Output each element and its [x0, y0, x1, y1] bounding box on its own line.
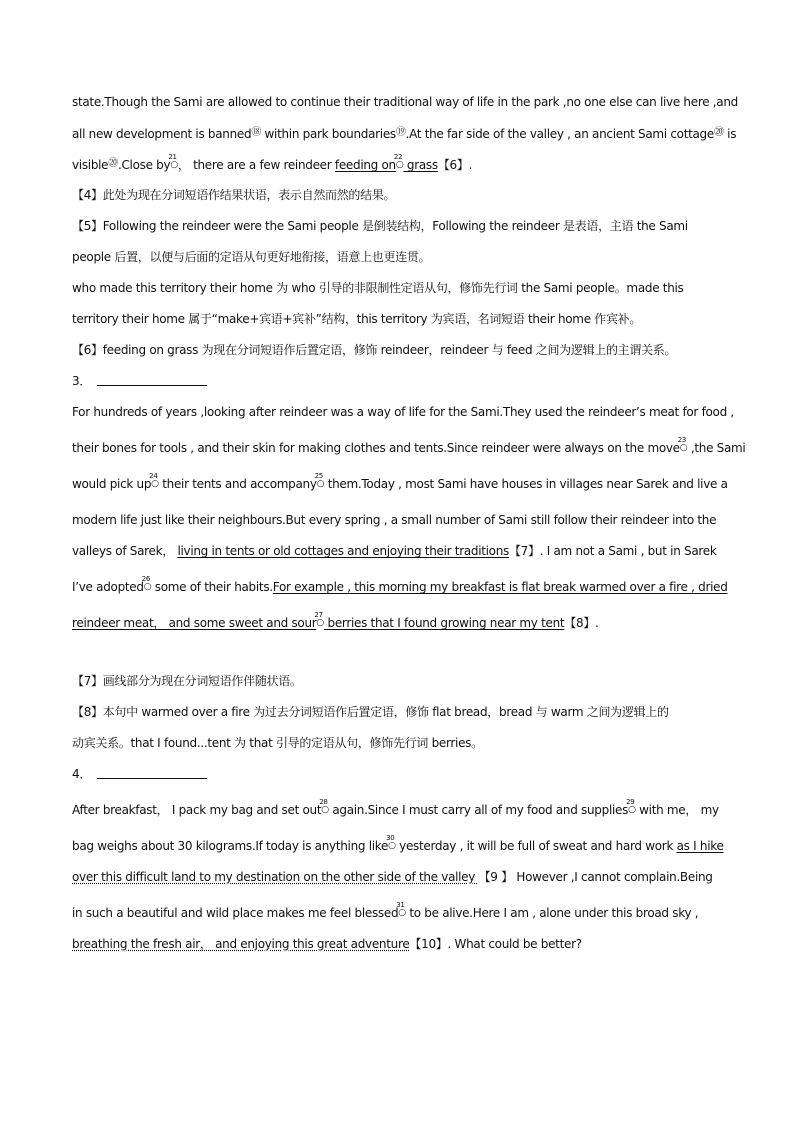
- text-run: 【5】Following the reindeer were the Sami people 是倒装结构，Following the reindeer 是表语，主语 the Sami: [72, 219, 688, 233]
- explanation-line: [72, 702, 722, 722]
- text-run: again.Since I must carry all of my food and supplies: [328, 803, 629, 817]
- text-run: I am not a Sami , but in Sarek: [543, 544, 717, 558]
- blank-marker: ○: [398, 908, 406, 918]
- annotation-tag: 【6】.: [437, 158, 473, 172]
- text-run: 动宾关系。that I found...tent 为 that 引导的定语从句，修饰先行词 berries。: [72, 736, 483, 750]
- text-run: 【8】本句中 warmed over a fire 为过去分词短语作后置定语，修饰 flat bread，bread 与 warm 之间为逻辑上的: [72, 705, 669, 719]
- text-line: [72, 541, 722, 561]
- text-line: [72, 436, 746, 458]
- blank-number: 30: [386, 834, 395, 842]
- text-run: 4．: [72, 767, 92, 781]
- text-run: ， there are a few reindeer: [177, 158, 335, 172]
- blank-marker: ○: [321, 805, 329, 815]
- text-run: their bones for tools , and their skin for making clothes and tents.Since reindeer were always on the move: [72, 441, 680, 455]
- text-line: [72, 402, 734, 422]
- text-line: [72, 472, 728, 494]
- text-line: [72, 836, 722, 856]
- circled-number-18: ⑱: [251, 127, 262, 138]
- text-line: [72, 613, 722, 633]
- text-run: some of their habits.: [151, 580, 273, 594]
- text-run: visible: [72, 158, 109, 172]
- text-run: bag weighs about 30 kilograms.If today is anything like: [72, 839, 389, 853]
- underlined-phrase: over this difficult land to my destination on the other side of the valley: [72, 870, 479, 884]
- text-run: with me， my: [635, 803, 719, 817]
- text-run: .At the far side of the valley , an ancient Sami cottage: [405, 127, 714, 141]
- text-run: yesterday , it will be full of sweat and hard work: [395, 839, 677, 853]
- answer-blank: [97, 373, 207, 386]
- blank-marker: ○: [151, 479, 159, 489]
- explanation-line: [72, 247, 722, 267]
- explanation-line: [72, 671, 722, 691]
- text-run: is: [723, 127, 737, 141]
- text-run: who made this territory their home 为 who 引导的非限制性定语从句，修饰先行词 the Sami people。made this: [72, 281, 684, 295]
- blank-number: 23: [677, 436, 687, 444]
- text-run: valleys of Sarek，: [72, 544, 178, 558]
- text-line: [72, 800, 722, 820]
- explanation-line: [72, 216, 722, 236]
- blank-number: 29: [626, 798, 635, 806]
- blank-marker: ○: [170, 160, 178, 170]
- text-run: However ,I cannot complain.Being: [512, 870, 713, 884]
- blank-number: 25: [314, 472, 323, 480]
- blank-number: 27: [314, 611, 323, 619]
- annotation-tag: 【9 】: [478, 870, 513, 884]
- explanation-line: [72, 309, 722, 329]
- text-line: [72, 510, 722, 530]
- text-run: After breakfast， I pack my bag and set out: [72, 803, 322, 817]
- underlined-phrase: berries that I found growing near my tent: [323, 616, 565, 630]
- blank-number: 26: [141, 575, 150, 583]
- text-run: For hundreds of years ,looking after reindeer was a way of life for the Sami.They used the reindeer’s meat for food ,: [72, 405, 734, 419]
- blank-marker: ○: [316, 479, 325, 489]
- text-run: ,the Sami: [687, 441, 746, 455]
- text-run: within park boundaries: [261, 127, 396, 141]
- blank-number: 22: [393, 153, 403, 161]
- underlined-phrase: For example , this morning my breakfast is flat break warmed over a fire , dried: [272, 580, 728, 594]
- explanation-line: [72, 340, 722, 360]
- text-line: [72, 934, 722, 954]
- text-run: 【6】feeding on grass 为现在分词短语作后置定语，修饰 reindeer，reindeer 与 feed 之间为逻辑上的主谓关系。: [72, 343, 677, 357]
- circled-number-19: ⑲: [395, 127, 406, 138]
- annotation-tag: 【7】.: [508, 544, 544, 558]
- text-run: 【7】画线部分为现在分词短语作伴随状语。: [72, 674, 302, 688]
- blank-marker: ○: [628, 805, 636, 815]
- question-number: [72, 371, 722, 391]
- text-run: their tents and accompany: [158, 477, 317, 491]
- text-line: [72, 123, 737, 143]
- text-line: [72, 867, 722, 887]
- underlined-phrase: feeding on: [334, 158, 396, 172]
- circled-number-20: ⑳: [713, 127, 724, 138]
- question-number: [72, 764, 722, 784]
- text-line: [72, 154, 722, 174]
- document-page: [72, 92, 746, 954]
- underlined-phrase: reindeer meat， and some sweet and sour: [72, 616, 317, 630]
- blank-number: 21: [168, 153, 177, 161]
- blank-number: 24: [149, 472, 158, 480]
- annotation-tag: 【8】.: [564, 616, 599, 630]
- explanation-line: [72, 733, 722, 753]
- blank-marker: ○: [395, 160, 404, 170]
- underlined-phrase: grass: [403, 158, 438, 172]
- blank-marker: ○: [679, 443, 688, 453]
- text-run: modern life just like their neighbours.But every spring , a small number of Sami still follow their reindeer into the: [72, 513, 717, 527]
- explanation-line: [72, 278, 722, 298]
- blank-marker: ○: [143, 582, 152, 592]
- text-run: people 后置，以便与后面的定语从句更好地衔接，语意上也更连贯。: [72, 250, 431, 264]
- text-run: 3．: [72, 374, 92, 388]
- text-run: all new development is banned: [72, 127, 252, 141]
- underlined-phrase: breathing the fresh air， and enjoying this great adventure: [72, 937, 410, 951]
- underlined-phrase: living in tents or old cottages and enjoying their traditions: [177, 544, 509, 558]
- text-run: .Close by: [117, 158, 171, 172]
- answer-blank: [97, 766, 207, 779]
- circled-number-20: ⑳: [108, 158, 118, 169]
- text-run: . What could be better?: [447, 937, 582, 951]
- blank-number: 31: [396, 901, 405, 909]
- text-run: state.Though the Sami are allowed to continue their traditional way of life in the park ,no one else can live here ,and: [72, 95, 738, 109]
- text-line: [72, 575, 728, 597]
- blank-marker: ○: [316, 618, 324, 628]
- text-run: 【4】此处为现在分词短语作结果状语，表示自然而然的结果。: [72, 188, 396, 202]
- text-line: [72, 903, 722, 923]
- text-run: I’ve adopted: [72, 580, 144, 594]
- underlined-phrase: as I hike: [676, 839, 724, 853]
- text-run: them.Today , most Sami have houses in villages near Sarek and live a: [324, 477, 728, 491]
- blank-number: 28: [319, 798, 328, 806]
- text-run: in such a beautiful and wild place makes me feel blessed: [72, 906, 399, 920]
- blank-marker: ○: [388, 841, 396, 851]
- text-run: would pick up: [72, 477, 152, 491]
- text-run: territory their home 属于“make+宾语+宾补”结构，this territory 为宾语，名词短语 their home 作宾补。: [72, 312, 642, 326]
- text-run: to be alive.Here I am , alone under this broad sky ,: [405, 906, 699, 920]
- text-line: [72, 92, 738, 112]
- explanation-line: [72, 185, 722, 205]
- annotation-tag: 【10】: [409, 937, 448, 951]
